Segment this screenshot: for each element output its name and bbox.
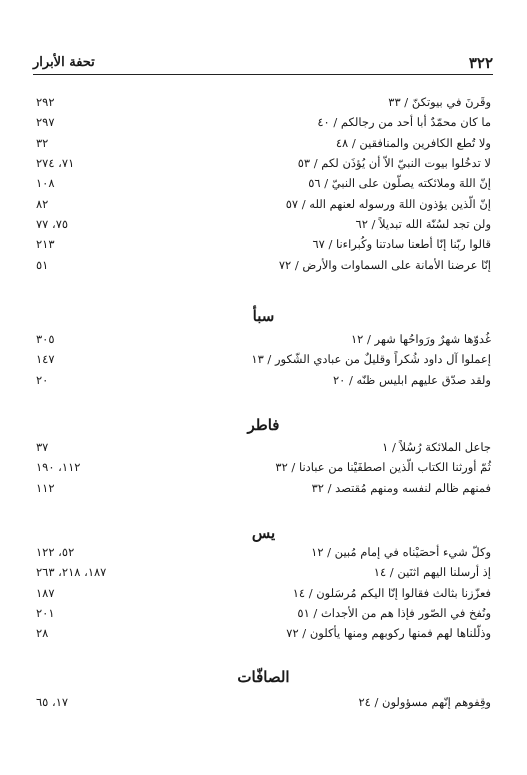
verse-reference: إنّ الّذين يؤذون اللهَ ورسوله لعنهم الله / ٥٧ [285,196,491,211]
page-references: ٣٧ [36,440,49,455]
index-entry [36,153,491,173]
index-entry [36,437,491,457]
page-references: ١٠٨ [36,176,55,191]
page-references: ٣٠٥ [36,332,55,347]
entries-fatir [36,437,491,498]
verse-reference: ولقد صدّق عليهم ابليس ظنّه / ٢٠ [332,372,491,387]
page-references: ٢١٣ [36,237,55,252]
index-entry [36,603,491,623]
surah-heading-yasin: يس [251,524,276,542]
page-references: ١٤٧ [36,352,55,367]
page-references: ١١٢، ١٩٠ [36,460,81,475]
page-references: ٥١ [36,257,49,272]
verse-reference: قالوا ربّنا إنّا أطعنا سادتنا وكُبراءنا / ٦٧ [312,237,491,252]
page-references: ١٨٧ [36,585,55,600]
page-references: ٥٢، ١٢٢ [36,545,75,560]
index-entry [36,623,491,643]
verse-reference: فعزّزنا بثالث فقالوا إنّا اليكم مُرسَلون / ١٤ [292,585,491,600]
verse-reference: وذلّلناها لهم فمنها ركوبهم ومنها يأكلون / ٧٢ [286,626,491,641]
index-entry [36,562,491,582]
verse-reference: جاعل الملائكة رُسُلاً / ١ [382,440,491,455]
index-entry [36,234,491,254]
index-entry [36,542,491,562]
page-references: ١٨٧، ٢١٨، ٢٦٣ [36,565,107,580]
index-entry [36,329,491,349]
entries-continued [36,92,491,275]
book-title: تحفة الأبرار [33,55,95,70]
index-entry [36,214,491,234]
index-entry [36,457,491,477]
page-references: ١٧، ٦٥ [36,695,69,710]
verse-reference: إذ أرسلنا اليهم اثنَين / ١٤ [373,565,491,580]
verse-reference: غُدوّها شهرٌ ورَواحُها شهر / ١٢ [350,332,491,347]
index-entry [36,370,491,390]
surah-heading-fatir: فاطر [247,416,280,434]
index-entry [36,173,491,193]
running-head [33,52,493,75]
page-references: ٢٠١ [36,606,55,621]
index-entry [36,112,491,132]
verse-reference: وقَرنَ في بيوتكنّ / ٣٣ [388,95,491,110]
entries-saba [36,329,491,390]
page-references: ١١٢ [36,480,55,495]
verse-reference: وكلّ شيء أحصَيْناه في إمام مُبين / ١٢ [311,545,491,560]
verse-reference: ما كان محمّدٌ أبا أحد من رجالكم / ٤٠ [317,115,491,130]
page-references: ٧١، ٢٧٤ [36,156,75,171]
entries-yasin [36,542,491,643]
index-entry [36,92,491,112]
verse-reference: إنّا عرضنا الأمانة على السماوات والأرض / ٧٢ [278,257,491,272]
page-references: ٣٢ [36,135,49,150]
page-references: ٢٩٢ [36,95,55,110]
index-entry [36,193,491,213]
verse-reference: فمنهم ظالم لنفسه ومنهم مُقتصد / ٣٢ [311,480,491,495]
index-entry [36,133,491,153]
index-entry [36,692,491,712]
entries-saffat [36,692,491,712]
verse-reference: ونُفخ في الصّور فإذا هم من الأجداث / ٥١ [297,606,491,621]
surah-heading-saba: سبأ [252,307,275,325]
verse-reference: إعملوا آل داود شُكراً وقليلٌ من عبادي الشّكور / ١٣ [251,352,491,367]
verse-reference: وقِفوهم إنّهم مسؤولون / ٢٤ [358,695,491,710]
page-references: ٢٨ [36,626,49,641]
page-number: ٣٢٢ [468,54,493,72]
verse-reference: إنّ اللهَ وملائكته يصلّون على النبيّ / ٥٦ [308,176,491,191]
verse-reference: ثُمّ أورثنا الكتاب الّذين اصطفَيْنا من عبادنا / ٣٢ [275,460,491,475]
index-entry [36,478,491,498]
index-entry [36,349,491,369]
page-references: ٢٩٧ [36,115,55,130]
verse-reference: ولا تُطع الكافرين والمنافقين / ٤٨ [335,135,491,150]
page-references: ٢٠ [36,372,49,387]
index-entry [36,583,491,603]
page-references: ٧٥، ٧٧ [36,216,69,231]
verse-reference: ولن تجد لسُنّة الله تبديلاً / ٦٢ [355,216,491,231]
surah-heading-saffat: الصافّات [237,668,290,686]
page-references: ٨٢ [36,196,49,211]
index-entry [36,254,491,274]
verse-reference: لا تدخُلوا بيوت النبيّ الاّ أن يُؤذَن لكم / ٥٣ [297,156,491,171]
